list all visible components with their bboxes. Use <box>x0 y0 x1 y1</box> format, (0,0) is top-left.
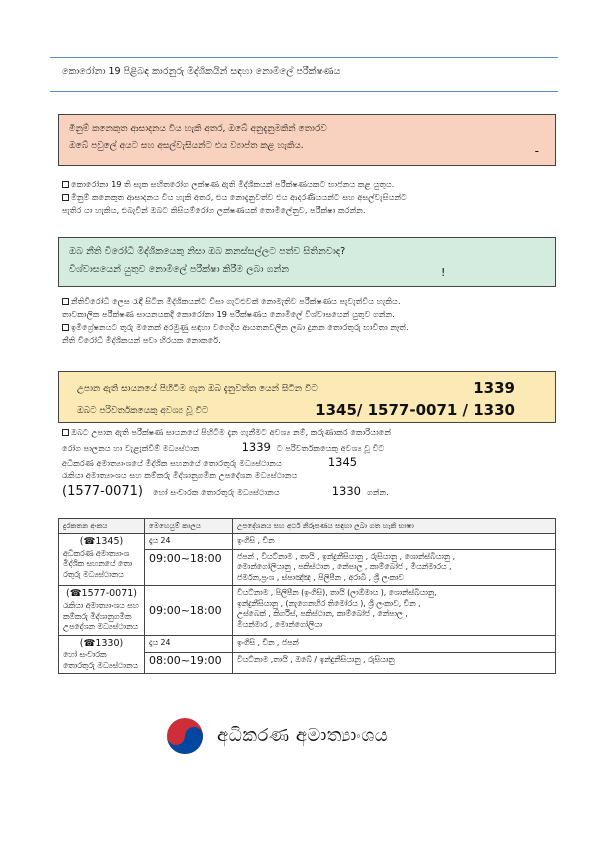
hotline-row-location <box>69 376 545 398</box>
row3-org: හෝ සංචාරක තොරතුරු මධ්‍යස්ථානය <box>63 650 138 670</box>
info3-line-3: අධිකරණ අමාත්‍යාංශයේ මිද්ශික සහනයේ තොරතුරු මධ්‍යස්ථානය 1345 <box>62 455 358 469</box>
row2-phone: (☎1577-0071) <box>65 588 138 600</box>
row2-hours: 09:00~18:00 <box>145 586 233 635</box>
info1-line-3: පැතිර යා හැකිය, එබැවින් ඔබට කිසියම්රෝග ලක්ෂණයක් තොමිලේනුව, පරීක්ෂා කරන්න. <box>62 205 366 215</box>
info3-line-4: රැකියා අමාත්‍යාංශය සහ කම්කරු මිද්ශානුගමික උපදේශන මධ්‍යස්ථානය <box>62 470 298 480</box>
checkbox-icon <box>62 324 69 331</box>
notice-line-2: ඔබේ පවුලේ අයට සහ අසල්වැසියන්ට එය ව්‍යාප්ත කළ හැකිය. <box>69 141 304 152</box>
hotline-row-translator <box>69 398 545 420</box>
row1-phone: (☎1345) <box>79 535 124 547</box>
table-row <box>59 635 556 653</box>
hotline-translator-label: ඔබට පරිවර්තකයෙකු අවශ්‍ය වූ විට <box>77 406 209 416</box>
question-exclamation: ! <box>441 266 446 279</box>
row1-hours-24: දෑය 24 <box>145 533 233 549</box>
row3-hours-24: දෑය 24 <box>145 635 233 653</box>
header-phone: දුරකතන අංකය <box>59 519 145 534</box>
info2-line-2: තාවකාලික පරීක්ෂණ සායනයකදී කොරෝනා 19 පරීක්ෂණය නොමිලේ විශ්වාසයෙන් යුතුව ගන්න. <box>62 309 395 319</box>
checkbox-icon <box>62 429 69 436</box>
row1-lang-extra: ජපන් , වියට්නාම , තායි , ඉන්දුනීසියානු , රුසියානු , ශොන්ස්බියානු , මොන්ගෝලියානු , පකිස්ථාන , නේපාල , කාම්බෝජ , මියන්මාරය , ජර්මන,ප්‍රංශ , ස්පාඤ්ඤ , පිලිපීන , අරාබි , ශ්‍රී ලංකාව <box>233 549 556 586</box>
info1-line-2: මිනුම් කනෙකුත ආසාදනය විය හැකි අතර, එය නොදැනුවත්ව එය ආදරණියයන්ට සහ අසල්වැසියන්ට <box>62 192 552 205</box>
info2-line-3: ඉමිග්‍රේෂනයට තුරු මනෙක් අරමුණු සඳහා වගෙදිය ආයතනවලින ලබා දුනන තොරතුරු භාවිතා නෑත්. <box>62 322 552 335</box>
row3-hours-office: 08:00~19:00 <box>145 653 233 674</box>
info3-line-2: රෝග පාලනය හා වැළැක්වීම් මධ්‍යස්ථාන 1339 ට පරිවර්තකයෙකු අවශ්‍ය වූ විට <box>62 440 385 454</box>
taegeuk-logo-icon <box>165 716 205 756</box>
header-languages: උපදේශනය සහ අර්ථ නිරූපණය සඳහා ලබා ගත හැකි භාෂා <box>233 519 556 534</box>
header-hours: මෙහෙයුම් කාලය <box>145 519 233 534</box>
hotline-box <box>58 371 556 423</box>
hotline-translator-numbers: 1345/ 1577-0071 / 1330 <box>315 401 515 419</box>
hotline-location-number: 1339 <box>473 379 515 397</box>
row1-hours-office: 09:00~18:00 <box>145 549 233 586</box>
row2-org: රැකියා අමාත්‍යාංශය සහ කම්කරු මිද්ශානුගමික උපදේශන මධ්‍යස්ථානය <box>63 601 139 632</box>
row3-lang-main: ඉංගිසි , චීන , ජපන් <box>233 635 556 653</box>
notice-line-1: මිනුම් කනෙකුත ආසාදනය විය හැකි අතර, ඔබේ අනුදැනුමකින් තොරව <box>69 124 327 134</box>
question-box <box>58 237 556 287</box>
ministry-name: අධිකරණ අමාත්‍යාංශය <box>217 725 389 746</box>
top-rule <box>50 57 558 58</box>
hotline-location-label: උපාන ඇති සායනයේ පිහිටීම ගැන ඔබ දැනුවත්ත යෙන් සිටින විට <box>77 384 318 394</box>
table-row <box>59 586 556 635</box>
number-1330: 1330 <box>331 484 361 498</box>
info3-line-1: ඔබට උපාන ඇති පරීක්ෂණ සායනයේ පිහිටීම දැන ගැනීමට අවශ්‍ය නම්, කරුණාකර කොරියානේ <box>62 427 552 440</box>
number-1577-0071: (1577-0071) <box>62 484 144 499</box>
row1-contact <box>59 533 145 586</box>
row3-lang-extra: වියට්නාම ,තායි , ඔබේ / ඉන්දුනීසියානු , රුසියානු <box>233 653 556 674</box>
row2-langs: වියට්නාම , පිලිපීන (ඉංගිසි), තායි (ලාඕමාය ), ශොන්ස්බියානු, ඉන්දුනීසියානු , (නැගෙනහිර තිමෝරය ), ශ්‍රී ලංකාව, චීන , උස්බෙක් , කිර්ගිස්, පකිස්ථාන, කාම්බෝජ , නේපාල , මියන්මාර , මොන්ගෝලියා <box>233 586 556 635</box>
info2-line-1: නීතිවිරෝධී ලෙස රැඳී සිටින මිද්ශිකයන්ට විසා ගැටළුවක් නොමැතිව පරීක්ෂණය පැවැත්විය හැකිය. <box>62 296 552 309</box>
table-header-row <box>59 519 556 534</box>
number-1339: 1339 <box>241 440 271 454</box>
notice-dash: - <box>534 144 539 158</box>
helpline-table <box>58 518 556 674</box>
ministry-footer <box>165 714 435 760</box>
info3-line-5: (1577-0071) හෝ සංචාරක තොරතුරු මධ්‍යස්ථානය 1330 ගන්න. <box>62 484 389 499</box>
table-row <box>59 533 556 549</box>
checkbox-icon <box>62 298 69 305</box>
number-1345: 1345 <box>327 455 358 469</box>
info1-line-1: කොරෝනා 19 ති සැක සහිතරෝග ලක්ෂණ ඇති මිද්ශිකයන් පරීක්ෂණයකට භාජනය කළ යුතුය. <box>62 179 552 192</box>
checkbox-icon <box>62 194 69 201</box>
question-line-2: විශ්වාසයෙන් යුතුව නොමිලේ පරීක්ෂා කිරීම ලබා ගන්න <box>69 263 290 275</box>
checkbox-icon <box>62 181 69 188</box>
row1-org: අධිකරණ අමාත්‍යාංශ මිද්ශික සහනයේ තො රතුරු මධ්‍යස්ථානය <box>63 548 133 579</box>
row1-lang-main: ඉංගිසි , චීන <box>233 533 556 549</box>
symptom-info <box>62 179 552 218</box>
warning-notice-box <box>58 114 556 166</box>
row2-contact <box>59 586 145 635</box>
question-line-1: ඔබ නීති විරෝධී මිද්ශිකයෙකු නිසා ඔබ කනස්සල්ලට පත්ව සිතිනවාද? <box>69 246 346 257</box>
title-rule <box>50 91 558 92</box>
contact-info <box>62 427 552 500</box>
undocumented-info <box>62 296 552 348</box>
page-title: කොරෝනා 19 පිළිබඳ කාරනුරු මිද්ශිකයින් සඳහා නොමිලේ පරීක්ෂණය <box>62 66 341 77</box>
row3-contact <box>59 635 145 674</box>
row3-phone: (☎1330) <box>79 637 124 649</box>
info2-line-4: නීති විරෝධී මිද්ශිකයන් පවා හිරයක නොකරේ. <box>62 335 221 345</box>
